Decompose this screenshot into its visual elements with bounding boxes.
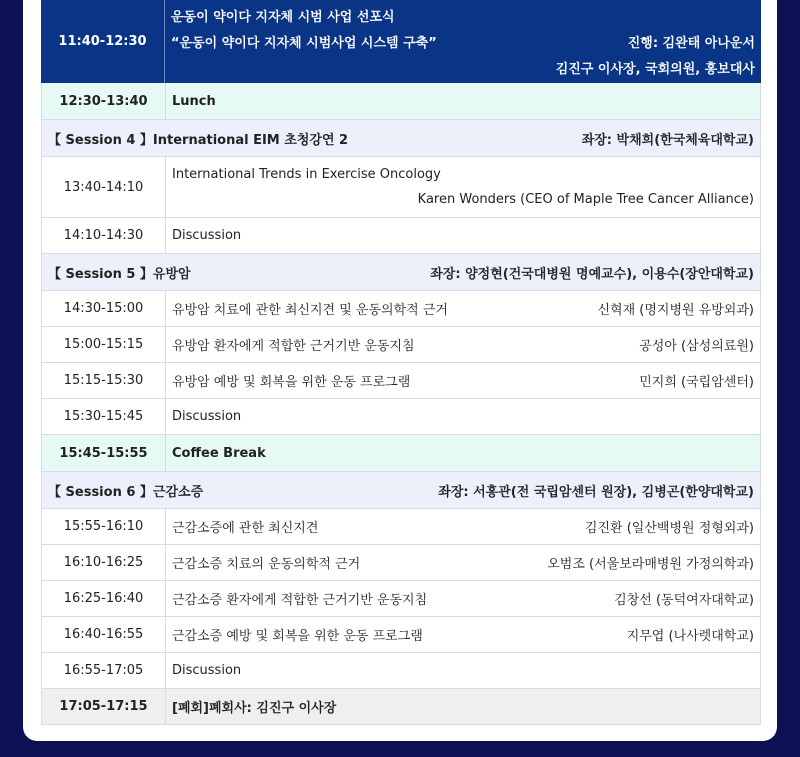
break-label: Coffee Break — [172, 445, 266, 461]
talk-title: 유방암 치료에 관한 최신지견 및 운동의학적 근거 — [172, 303, 448, 318]
table-row — [41, 509, 761, 545]
talk-speaker: 신혁재 (명지병원 유방외과) — [597, 303, 754, 318]
session-4-header — [41, 120, 761, 157]
talk-title: 유방암 환자에게 적합한 근거기반 운동지침 — [172, 339, 415, 354]
session-chair: 좌장: 박채희(한국체육대학교) — [581, 132, 754, 148]
talk-speaker: 오범조 (서울보라매병원 가정의학과) — [547, 557, 754, 572]
time-cell: 16:55-17:05 — [42, 653, 166, 688]
talk-speaker: 김진환 (일산백병원 정형외과) — [584, 521, 754, 536]
talk-title: 근감소증 치료의 운동의학적 근거 — [172, 557, 361, 572]
schedule-card — [23, 0, 777, 741]
time-cell: 16:10-16:25 — [42, 545, 166, 580]
session-chair: 좌장: 양정현(건국대병원 명예교수), 이용수(장안대학교) — [430, 266, 754, 282]
session-title: 【 Session 5 】유방암 — [48, 266, 191, 282]
time-cell: 15:45-15:55 — [42, 435, 166, 471]
table-row — [41, 545, 761, 581]
talk-title: 유방암 예방 및 회복을 위한 운동 프로그램 — [172, 375, 411, 390]
time-cell: 15:55-16:10 — [42, 509, 166, 544]
talk-speaker: 민지희 (국립암센터) — [639, 375, 754, 390]
talk-speaker: 김창선 (동덕여자대학교) — [614, 593, 754, 608]
table-row — [41, 291, 761, 327]
table-row — [41, 218, 761, 254]
talk-speaker: Karen Wonders (CEO of Maple Tree Cancer Alliance) — [417, 192, 754, 207]
talk-title: International Trends in Exercise Oncology — [172, 167, 441, 182]
table-row — [41, 581, 761, 617]
time-cell: 16:40-16:55 — [42, 617, 166, 652]
time-cell: 15:30-15:45 — [42, 399, 166, 434]
time-cell: 13:40-14:10 — [42, 157, 166, 217]
opening-ceremony-row — [41, 0, 761, 83]
table-row — [41, 363, 761, 399]
talk-title: Discussion — [172, 663, 242, 678]
time-cell: 14:30-15:00 — [42, 291, 166, 326]
talk-title: Discussion — [172, 228, 242, 243]
talk-title: Discussion — [172, 409, 242, 424]
opening-subtitle: “운동이 약이다 지자체 시범사업 시스템 구축” — [171, 36, 437, 51]
table-row — [41, 157, 761, 218]
closing-label: [폐회]폐회사: 김진구 이사장 — [172, 701, 337, 716]
table-row — [41, 327, 761, 363]
coffee-break-row — [41, 435, 761, 472]
closing-row — [41, 689, 761, 725]
time-cell: 17:05-17:15 — [42, 689, 166, 724]
talk-title: 근감소증 예방 및 회복을 위한 운동 프로그램 — [172, 629, 423, 644]
session-chair: 좌장: 서홍관(전 국립암센터 원장), 김병곤(한양대학교) — [438, 484, 754, 500]
opening-host: 진행: 김완태 아나운서 — [627, 36, 755, 51]
talk-speaker: 지무엽 (나사렛대학교) — [626, 629, 754, 644]
opening-guests: 김진구 이사장, 국회의원, 홍보대사 — [555, 62, 755, 77]
time-cell: 11:40-12:30 — [41, 0, 165, 83]
time-cell: 12:30-13:40 — [42, 83, 166, 119]
talk-speaker: 공성아 (삼성의료원) — [639, 339, 754, 354]
talk-title: 근감소증 환자에게 적합한 근거기반 운동지침 — [172, 593, 428, 608]
time-cell: 15:00-15:15 — [42, 327, 166, 362]
talk-title: 근감소증에 관한 최신지견 — [172, 521, 319, 536]
opening-title: 운동이 약이다 지자체 시범 사업 선포식 — [171, 10, 395, 25]
lunch-row — [41, 83, 761, 120]
session-title: 【 Session 6 】근감소증 — [48, 484, 204, 500]
table-row — [41, 399, 761, 435]
table-row — [41, 617, 761, 653]
session-5-header — [41, 254, 761, 291]
session-6-header — [41, 472, 761, 509]
session-title: 【 Session 4 】International EIM 초청강연 2 — [48, 132, 349, 148]
time-cell: 16:25-16:40 — [42, 581, 166, 616]
time-cell: 15:15-15:30 — [42, 363, 166, 398]
table-row — [41, 653, 761, 689]
time-cell: 14:10-14:30 — [42, 218, 166, 253]
schedule-table — [41, 0, 761, 725]
break-label: Lunch — [172, 93, 216, 109]
